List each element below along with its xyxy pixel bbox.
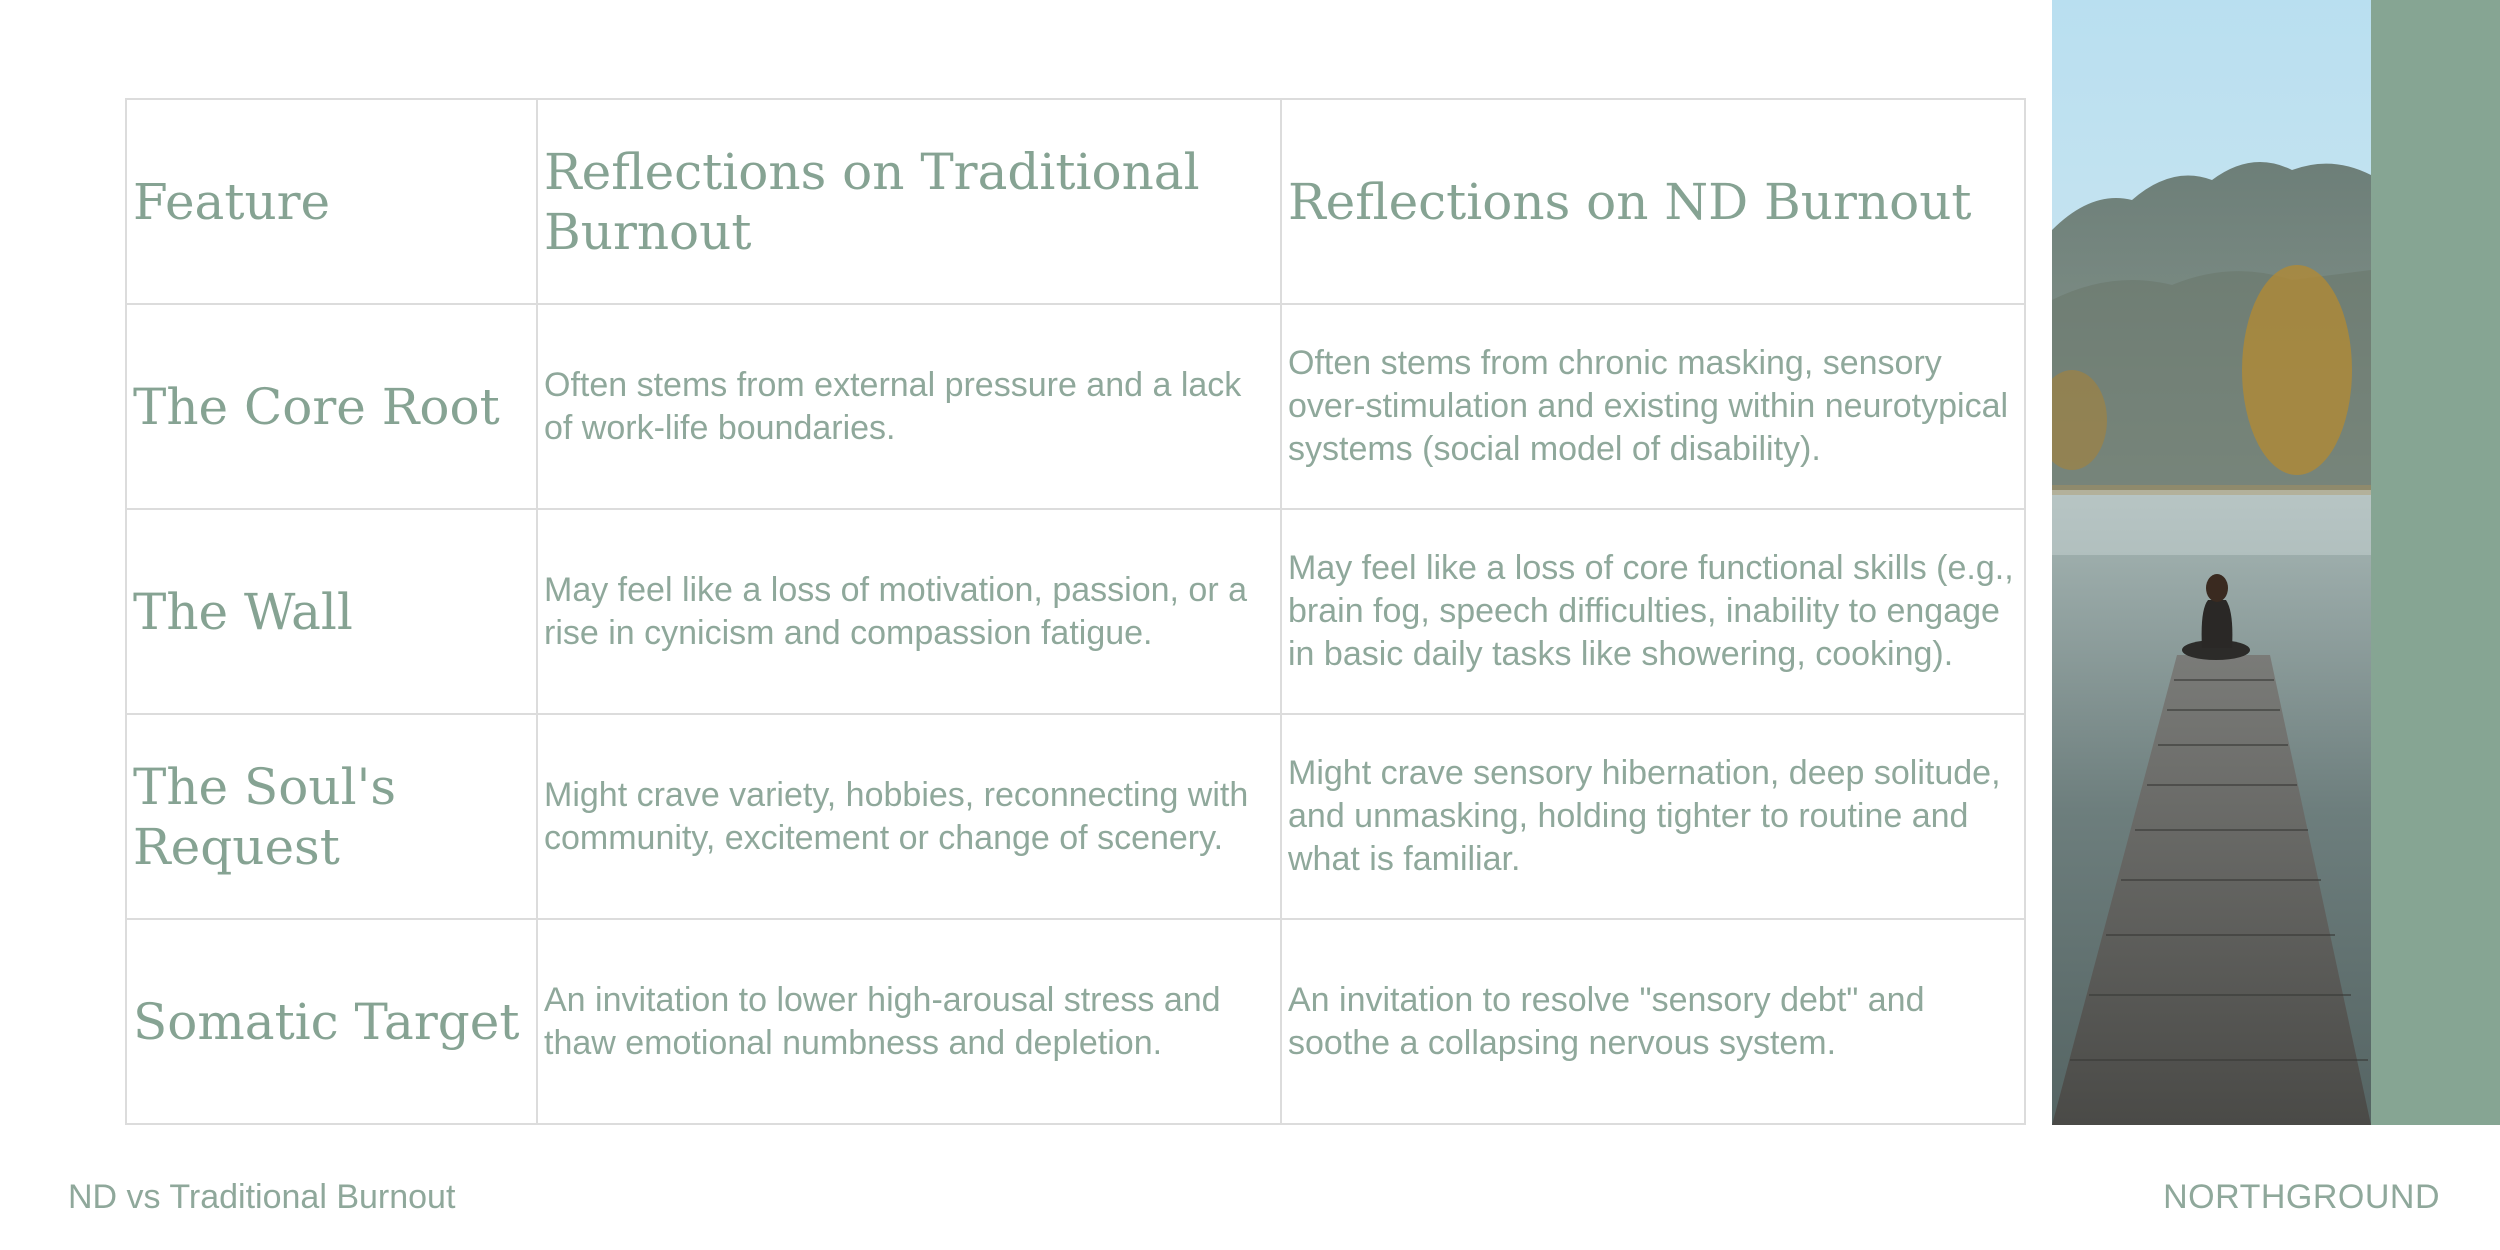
row-nd: An invitation to resolve "sensory debt" and soothe a collapsing nervous system. (1281, 919, 2025, 1124)
table-row (126, 714, 2025, 919)
row-feature: The Soul's Request (126, 714, 537, 919)
row-traditional: May feel like a loss of motivation, passion, or a rise in cynicism and compassion fatigue. (537, 509, 1281, 714)
footer-title: ND vs Traditional Burnout (68, 1178, 456, 1216)
row-feature: The Core Root (126, 304, 537, 509)
header-feature: Feature (126, 99, 537, 304)
footer-brand: NORTHGROUND (2163, 1178, 2440, 1216)
row-nd: May feel like a loss of core functional skills (e.g., brain fog, speech difficulties, inability to engage in basic daily tasks like showering, cooking). (1281, 509, 2025, 714)
header-traditional: Reflections on Traditional Burnout (537, 99, 1281, 304)
row-traditional: Often stems from external pressure and a lack of work-life boundaries. (537, 304, 1281, 509)
table-row (126, 919, 2025, 1124)
row-nd: Might crave sensory hibernation, deep solitude, and unmasking, holding tighter to routine and what is familiar. (1281, 714, 2025, 919)
row-traditional: Might crave variety, hobbies, reconnecting with community, excitement or change of scenery. (537, 714, 1281, 919)
header-nd: Reflections on ND Burnout (1281, 99, 2025, 304)
accent-bar (2371, 0, 2500, 1125)
row-nd: Often stems from chronic masking, sensory over-stimulation and existing within neurotypical systems (social model of disability). (1281, 304, 2025, 509)
row-feature: The Wall (126, 509, 537, 714)
table-row (126, 509, 2025, 714)
row-traditional: An invitation to lower high-arousal stress and thaw emotional numbness and depletion. (537, 919, 1281, 1124)
table-row (126, 304, 2025, 509)
lake-dock-photo (2052, 0, 2371, 1125)
comparison-table (125, 98, 2026, 1125)
row-feature: Somatic Target (126, 919, 537, 1124)
table-header-row (126, 99, 2025, 304)
